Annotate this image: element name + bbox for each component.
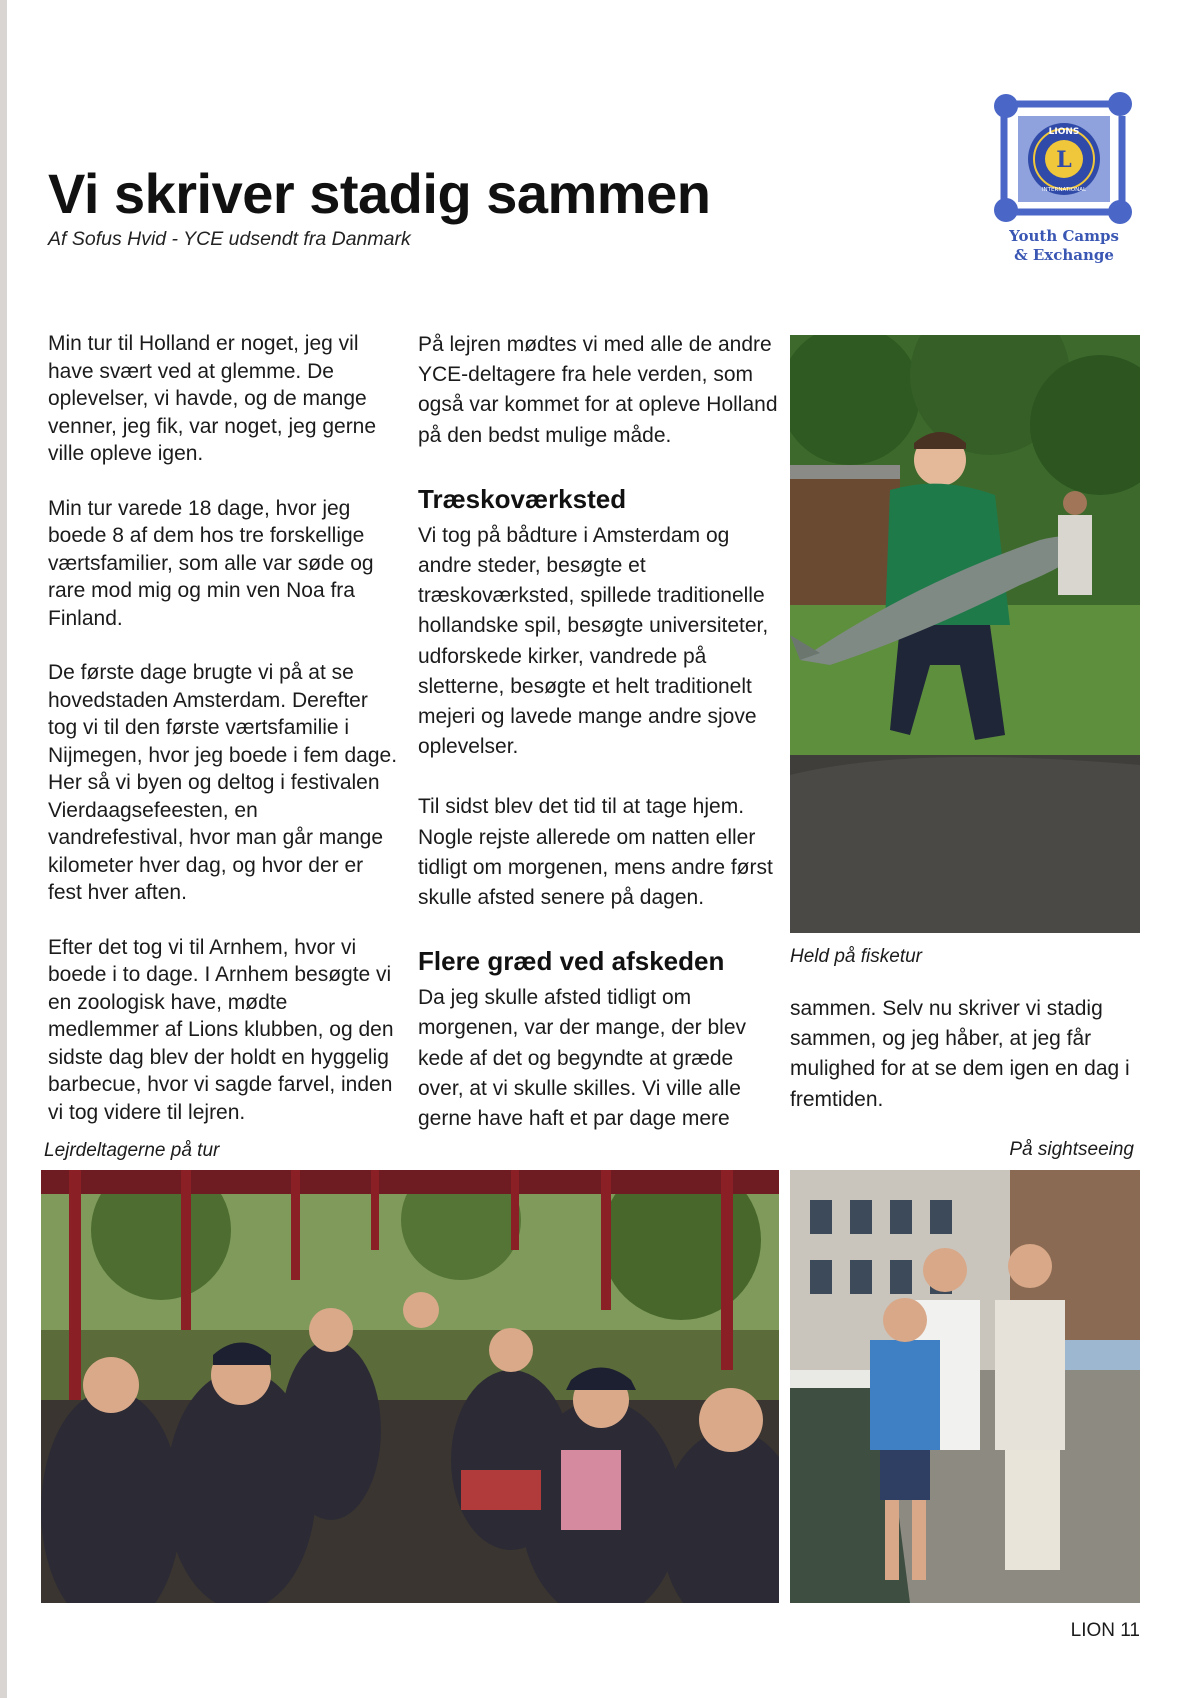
- caption-fishing: Held på fisketur: [790, 946, 923, 967]
- caption-sightseeing: På sightseeing: [1009, 1139, 1134, 1160]
- caption-group: Lejrdeltagerne på tur: [44, 1140, 220, 1161]
- paragraph: På lejren mødtes vi med alle de andre YCE-deltagere fra hele verden, som også var kommet for at opleve Holland på den bedst mulige måde.: [418, 333, 778, 447]
- lions-yce-logo: [988, 88, 1138, 268]
- paragraph: Til sidst blev det tid til at tage hjem. Nogle rejste allerede om natten eller tidligt om morgenen, mens andre først skulle afsted senere på dagen.: [418, 795, 773, 910]
- paragraph: De første dage brugte vi på at se hovedstaden Amsterdam. Derefter tog vi til den første værtsfamilie i Nijmegen, hvor jeg boede i fem dage. Her så vi byen og deltog i festivalen Vierdaagsefeesten, en vandrefestival, hvor man går mange kilometer hver dag, og hvor der er fest hver aften.: [48, 661, 398, 904]
- article-column-2: [418, 330, 778, 1164]
- fishing-photo: [790, 335, 1140, 933]
- page-edge-strip: [0, 0, 7, 1698]
- page-number: LION 11: [1070, 1620, 1140, 1641]
- paragraph: Min tur varede 18 dage, hvor jeg boede 8 af dem hos tre forskellige værtsfamilier, som alle var søde og rare mod mig og min ven Noa fra Finland.: [48, 496, 374, 630]
- logo-ring-text: LIONS: [1048, 127, 1080, 137]
- section-heading: Flere græd ved afskeden: [418, 946, 725, 977]
- logo-emblem-letter: L: [1056, 147, 1072, 173]
- paragraph: sammen. Selv nu skriver vi stadig sammen, og jeg håber, at jeg får mulighed for at se dem igen en dag i fremtiden.: [790, 997, 1130, 1111]
- section-heading: Træskoværksted: [418, 483, 627, 514]
- sightseeing-photo: [790, 1170, 1140, 1603]
- logo-line1: Youth Camps: [1009, 227, 1119, 245]
- paragraph: Efter det tog vi til Arnhem, hvor vi boede i to dage. I Arnhem besøgte vi en zoologisk have, mødte medlemmer af Lions klubben, og den sidste dag blev der holdt en hyggelig barbecue, hvor vi sagde farvel, inden vi tog videre til lejren.: [48, 935, 394, 1124]
- paragraph: Vi tog på bådture i Amsterdam og andre steder, besøgte et træskoværksted, spillede traditionelle hollandske spil, besøgte universiteter, udforskede kirker, vandrede på sletterne, besøgte et helt traditionelt mejeri og lavede mange andre sjove oplevelser.: [418, 523, 769, 759]
- group-photo: [41, 1170, 779, 1603]
- logo-ring-text-bottom: INTERNATIONAL: [1041, 187, 1087, 193]
- article-title: Vi skriver stadig sammen: [48, 162, 711, 225]
- article-byline: Af Sofus Hvid - YCE udsendt fra Danmark: [48, 228, 411, 250]
- paragraph: Da jeg skulle afsted tidligt om morgenen, var der mange, der blev kede af det og begyndte at græde over, at vi skulle skilles. Vi ville alle gerne have haft et par dage mere: [418, 986, 747, 1131]
- logo-line2: & Exchange: [1014, 246, 1114, 264]
- article-column-1: [48, 330, 398, 1153]
- paragraph: Min tur til Holland er noget, jeg vil have svært ved at glemme. De oplevelser, vi havde, og de mange venner, jeg fik, var noget, jeg gerne ville opleve igen.: [48, 332, 377, 465]
- article-column-3: [790, 994, 1140, 1142]
